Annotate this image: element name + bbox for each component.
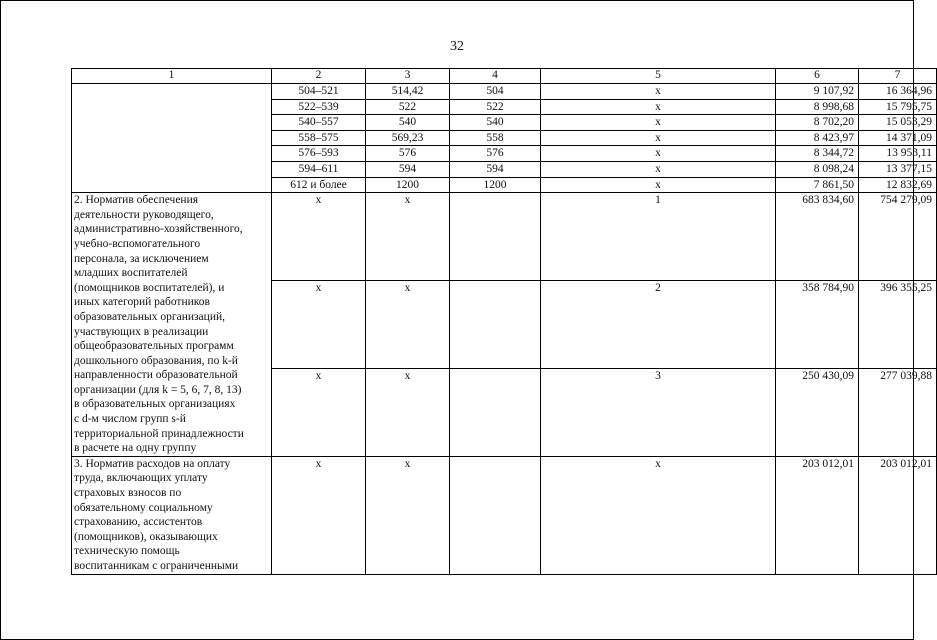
- cell-c4: 576: [450, 146, 541, 162]
- cell-c5: x: [541, 146, 776, 162]
- description-line: участвующих в реализации: [74, 325, 209, 338]
- cell-c7: 754 279,09: [859, 193, 937, 281]
- column-header-5: 5: [541, 69, 776, 84]
- row-label-cell: [72, 84, 272, 193]
- normative-2-description: [72, 193, 272, 457]
- description-line: страхованию, ассистентов: [74, 516, 203, 529]
- description-line: воспитанникам с ограниченными: [74, 560, 239, 572]
- description-line: деятельности руководящего,: [74, 208, 214, 221]
- column-header-6: 6: [776, 69, 859, 84]
- cell-c5: x: [541, 130, 776, 146]
- column-header-3: 3: [366, 69, 450, 84]
- cell-c3: 514,42: [366, 84, 450, 100]
- column-header-7: 7: [859, 69, 937, 84]
- description-line: (помощников), оказывающих: [74, 530, 218, 543]
- description-line: в расчете на одну группу: [74, 442, 197, 455]
- cell-c3: x: [366, 456, 450, 574]
- cell-c4: 540: [450, 115, 541, 131]
- cell-c2: 522–539: [272, 99, 366, 115]
- cell-c5: 2: [541, 281, 776, 369]
- cell-c5: x: [541, 161, 776, 177]
- page-number: 32: [450, 39, 464, 54]
- cell-c2: x: [272, 281, 366, 369]
- column-header-2: 2: [272, 69, 366, 84]
- description-line: страховых взносов по: [74, 487, 182, 500]
- cell-c2: 576–593: [272, 146, 366, 162]
- cell-c6: 8 423,97: [776, 130, 859, 146]
- cell-c6: 683 834,60: [776, 193, 859, 281]
- cell-c4: 504: [450, 84, 541, 100]
- cell-c3: x: [366, 281, 450, 369]
- cell-c7: 15 795,75: [859, 99, 937, 115]
- description-line: организации (для k = 5, 6, 7, 8, 13): [74, 383, 242, 396]
- cell-c7: 13 953,11: [859, 146, 937, 162]
- cell-c2: 612 и более: [272, 177, 366, 193]
- description-line: 3. Норматив расходов на оплату: [74, 457, 231, 470]
- cell-c2: 594–611: [272, 161, 366, 177]
- description-line: административно-хозяйственного,: [74, 223, 243, 236]
- cell-c5: x: [541, 99, 776, 115]
- cell-c7: 16 364,96: [859, 84, 937, 100]
- cell-c4: 558: [450, 130, 541, 146]
- cell-c7: 13 377,15: [859, 161, 937, 177]
- cell-c3: 576: [366, 146, 450, 162]
- cell-c6: 203 012,01: [776, 456, 859, 574]
- table-row: [72, 193, 937, 281]
- cell-c7: 14 371,09: [859, 130, 937, 146]
- cell-c7: 12 832,69: [859, 177, 937, 193]
- cell-c4: [450, 281, 541, 369]
- cell-c2: 540–557: [272, 115, 366, 131]
- cell-c5: x: [541, 84, 776, 100]
- cell-c3: 594: [366, 161, 450, 177]
- description-line: учебно-вспомогательного: [74, 237, 201, 250]
- description-line: общеобразовательных программ: [74, 340, 234, 353]
- cell-c3: x: [366, 368, 450, 456]
- cell-c6: 8 344,72: [776, 146, 859, 162]
- cell-c3: x: [366, 193, 450, 281]
- cell-c3: 1200: [366, 177, 450, 193]
- description-line: (помощников воспитателей), и: [74, 281, 225, 294]
- description-line: труда, включающих уплату: [74, 472, 208, 485]
- cell-c5: x: [541, 177, 776, 193]
- column-header-1: 1: [72, 69, 272, 84]
- description-line: с d-м числом групп s-й: [74, 413, 186, 426]
- description-line: младших воспитателей: [74, 267, 188, 280]
- cell-c7: 277 039,88: [859, 368, 937, 456]
- column-header-4: 4: [450, 69, 541, 84]
- table-body: [72, 69, 937, 575]
- description-line: территориальной принадлежности: [74, 427, 244, 440]
- cell-c6: 7 861,50: [776, 177, 859, 193]
- cell-c4: [450, 368, 541, 456]
- description-line: дошкольного образования, по k-й: [74, 354, 238, 367]
- description-line: обязательному социальному: [74, 501, 213, 514]
- cell-c5: 1: [541, 193, 776, 281]
- cell-c2: x: [272, 368, 366, 456]
- description-line: техническую помощь: [74, 545, 180, 558]
- description-line: направленности образовательной: [74, 369, 238, 382]
- cell-c4: [450, 193, 541, 281]
- cell-c7: 396 355,25: [859, 281, 937, 369]
- cell-c6: 358 784,90: [776, 281, 859, 369]
- cell-c4: 1200: [450, 177, 541, 193]
- cell-c6: 8 702,20: [776, 115, 859, 131]
- cell-c7: 15 053,29: [859, 115, 937, 131]
- table-row: [72, 84, 937, 100]
- normatives-table: [71, 68, 937, 575]
- cell-c5: x: [541, 115, 776, 131]
- cell-c4: 522: [450, 99, 541, 115]
- cell-c2: 504–521: [272, 84, 366, 100]
- table-row: [72, 456, 937, 574]
- cell-c4: 594: [450, 161, 541, 177]
- cell-c5: 3: [541, 368, 776, 456]
- cell-c6: 8 998,68: [776, 99, 859, 115]
- description-line: образовательных организаций,: [74, 310, 225, 323]
- cell-c4: [450, 456, 541, 574]
- cell-c6: 8 098,24: [776, 161, 859, 177]
- cell-c3: 522: [366, 99, 450, 115]
- description-line: 2. Норматив обеспечения: [74, 194, 199, 207]
- description-line: иных категорий работников: [74, 296, 210, 309]
- description-line: персонала, за исключением: [74, 252, 209, 265]
- cell-c7: 203 012,01: [859, 456, 937, 574]
- cell-c6: 250 430,09: [776, 368, 859, 456]
- cell-c5: x: [541, 456, 776, 574]
- cell-c2: 558–575: [272, 130, 366, 146]
- cell-c3: 540: [366, 115, 450, 131]
- description-line: в образовательных организациях: [74, 398, 236, 411]
- cell-c2: x: [272, 193, 366, 281]
- cell-c2: x: [272, 456, 366, 574]
- cell-c3: 569,23: [366, 130, 450, 146]
- cell-c6: 9 107,92: [776, 84, 859, 100]
- normative-3-description: [72, 456, 272, 574]
- table-header-row: [72, 69, 937, 84]
